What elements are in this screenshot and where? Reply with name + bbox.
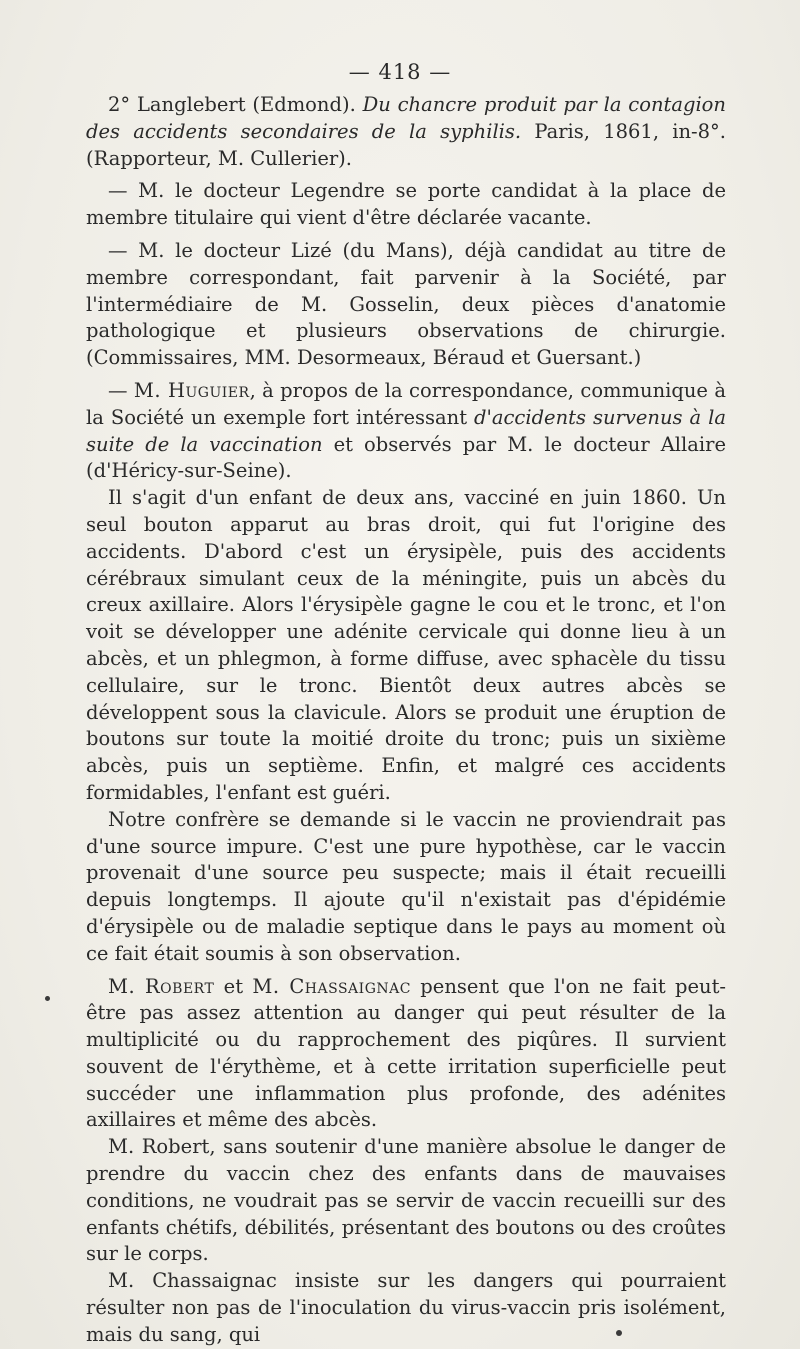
langlebert-title: Du chancre produit par la contagion des accidents secondaires de la syphilis. xyxy=(86,93,726,143)
huguier-italic: d'accidents survenus à la suite de la vaccination xyxy=(86,405,726,456)
paragraph-robert-chassaignac xyxy=(86,974,726,1135)
paragraph-huguier xyxy=(86,378,726,485)
langlebert-prefix: 2° Langlebert (Edmond). xyxy=(108,93,363,116)
paragraph-robert: M. Robert, sans soutenir d'une manière absolue le danger de prendre du vaccin chez des enfants dans de mauvaises conditions, ne voudrait pas se servir de vaccin recueilli sur des enfants chétifs, débilités, présentant des boutons ou des croûtes sur le corps. xyxy=(86,1135,726,1266)
huguier-dash: — xyxy=(108,378,134,402)
page-number: — 418 — xyxy=(348,60,452,84)
paragraph-legendre: — M. le docteur Legendre se porte candidat à la place de membre titulaire qui vient d'être déclarée vacante. xyxy=(86,179,726,230)
body-text xyxy=(86,92,726,1349)
langlebert-rest: Paris, 1861, in-8°. (Rapporteur, M. Cullerier). xyxy=(86,119,726,170)
paragraph-chassaignac: M. Chassaignac insiste sur les dangers qui pourraient résulter non pas de l'inoculation du virus-vaccin pris isolément, mais du sang, qui xyxy=(86,1269,726,1346)
robert-chassaignac-text: pensent que l'on ne fait peut-être pas assez attention au danger qui peut résulter de la multiplicité ou du rapprochement des piqûres. Il survient souvent de l'érythème, et à cette irritation superficielle peut succéder une inflammation plus profonde, des adénites axillaires et même des abcès. xyxy=(86,974,727,1132)
chassaignac-name: M. Chassaignac xyxy=(252,974,411,998)
robert-and: et xyxy=(214,974,253,998)
huguier-text2: et observés par M. le docteur Allaire (d'Héricy-sur-Seine). xyxy=(86,432,726,483)
huguier-text1: , à propos de la correspondance, communique à la Société un exemple fort intéressant xyxy=(86,378,726,429)
paragraph-case: Il s'agit d'un enfant de deux ans, vacciné en juin 1860. Un seul bouton apparut au bras droit, qui fut l'origine des accidents. D'abord c'est un érysipèle, puis des accidents cérébraux simulant ceux de la méningite, puis un abcès du creux axillaire. Alors l'érysipèle gagne le cou et le tronc, et l'on voit se développer une adénite cervicale qui donne lieu à un abcès, et un phlegmon, à forme diffuse, avec sphacèle du tissu cellulaire, sur le tronc. Bientôt deux autres abcès se développent sous la clavicule. Alors se produit une éruption de boutons sur toute la moitié droite du tronc; puis un sixième abcès, puis un septième. Enfin, et malgré ces accidents formidables, l'enfant est guéri. xyxy=(86,486,726,804)
paragraph-langlebert xyxy=(86,92,726,172)
ink-spot xyxy=(45,996,50,1001)
robert-name: M. Robert xyxy=(108,974,215,998)
ink-spot xyxy=(616,1330,622,1336)
paragraph-lize: — M. le docteur Lizé (du Mans), déjà candidat au titre de membre correspondant, fait parvenir à la Société, par l'intermédiaire de M. Gosselin, deux pièces d'anatomie pathologique et plusieurs observations de chirurgie. (Commissaires, MM. Desormeaux, Béraud et Guersant.) xyxy=(86,238,726,370)
paragraph-confrere: Notre confrère se demande si le vaccin ne proviendrait pas d'une source impure. C'est une pure hypothèse, car le vaccin provenait d'une source peu suspecte; mais il était recueilli depuis longtemps. Il ajoute qu'il n'existait pas d'épidémie d'érysipèle ou de maladie septique dans le pays au moment où ce fait était soumis à son observation. xyxy=(86,807,726,965)
huguier-name: M. Huguier xyxy=(133,378,250,402)
